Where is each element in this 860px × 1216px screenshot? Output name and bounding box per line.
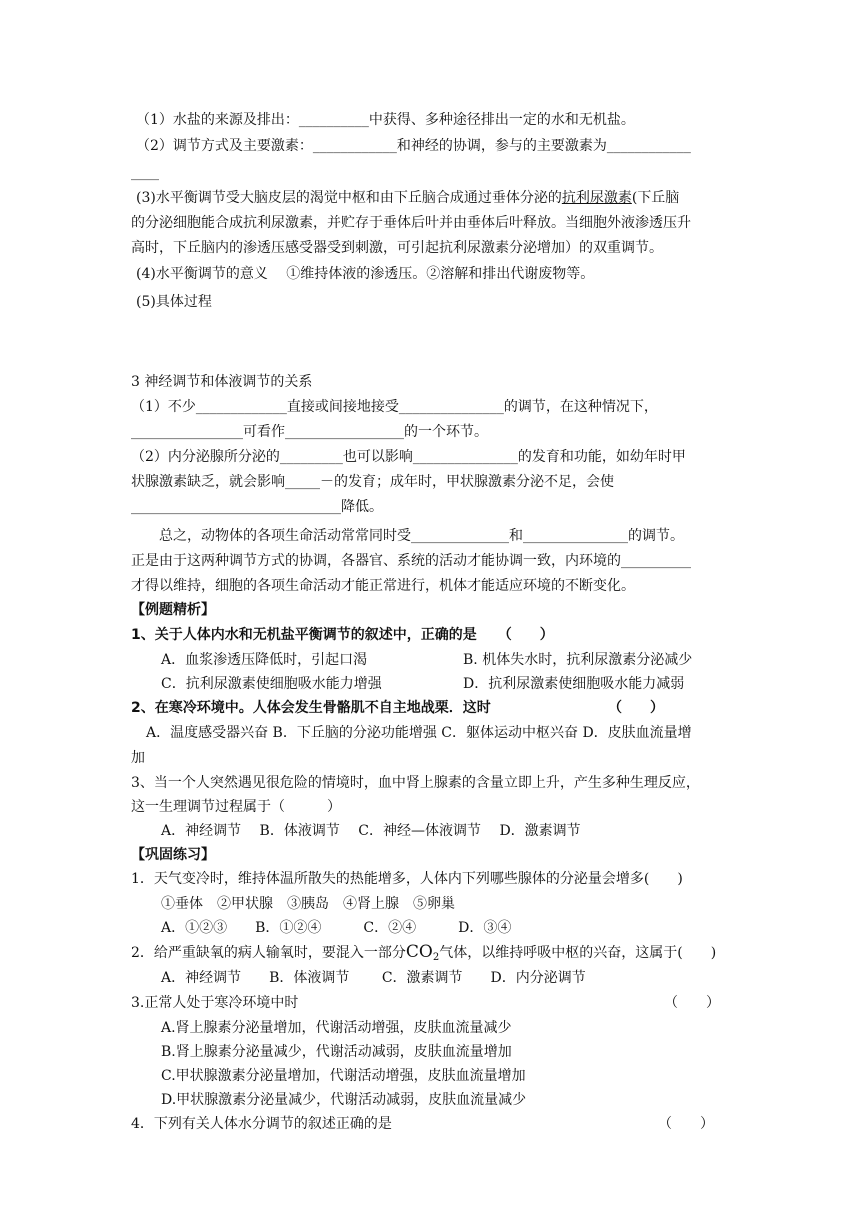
option-b: B.肾上腺素分泌量减少，代谢活动减弱，皮肤血流量增加 [161,1044,512,1060]
practice-1-items: ①垂体 ②甲状腺 ③胰岛 ④肾上腺 ⑤卵巢 [161,896,455,912]
question-1: 1、关于人体内水和无机盐平衡调节的叙述中，正确的是 （ ） [131,627,554,643]
formula-co: CO [405,942,433,962]
section-heading: 3 神经调节和体液调节的关系 [131,374,313,390]
text-segment: (下丘脑 [631,190,680,206]
option-d: D.甲状腺激素分泌量减少，代谢活动减弱，皮肤血流量减少 [161,1092,527,1108]
text-line: (4)水平衡调节的意义 ①维持体液的渗透压。②溶解和排出代谢废物等。 [136,266,595,282]
question-3: 3、当一个人突然遇见很危险的情境时，血中肾上腺素的含量立即上升，产生多种生理反应， [131,775,700,791]
text-line: ________________可看作_________________的一个环节。 [131,424,488,440]
option-d: D．抗利尿激素使细胞吸水能力减弱 [463,676,685,692]
text-line: ______________________________降低。 [131,499,383,515]
practice-1-options: A．①②③ B．①②④ C．②④ D．③④ [161,920,512,936]
answer-paren: （ ） [658,1116,714,1132]
text-line: (5)具体过程 [136,294,212,310]
option-a: A.肾上腺素分泌量增加，代谢活动增强，皮肤血流量减少 [161,1020,512,1036]
text-segment: 气体，以维持呼吸中枢的兴奋，这属于( ) [439,945,717,961]
text-line: （1）水盐的来源及排出：__________中获得、多种途径排出一定的水和无机盐。 [136,112,635,128]
text-line: 加 [131,750,145,766]
text-line: 高时，下丘脑内的渗透压感受器受到刺激，可引起抗利尿激素分泌增加）的双重调节。 [131,240,663,256]
practice-2 [131,942,716,968]
option-c: C.甲状腺激素分泌量增加，代谢活动增强，皮肤血流量增加 [161,1068,526,1084]
text-line: （1）不少_____________直接或间接地接受_______________的调节，在这种情况下， [131,399,658,415]
formula-subscript: 2 [432,952,440,963]
text-segment: (3)水平衡调节受大脑皮层的渴觉中枢和由下丘脑合成通过垂体分泌的 [136,190,562,206]
answer-paren: （ ） [664,995,720,1011]
heading-practice: 【巩固练习】 [131,847,215,863]
practice-2-options: A．神经调节 B．体液调节 C．激素调节 D．内分泌调节 [161,970,586,986]
question-2: 2、在寒冷环境中。人体会发生骨骼肌不自主地战栗．这时 [131,700,491,716]
text-line: （2）内分泌腺所分泌的_________也可以影响_______________的发育和功能，如幼年时甲 [131,449,686,465]
practice-3: 3.正常人处于寒冷环境中时 [131,995,299,1011]
text-line: 这一生理调节过程属于（ ） [131,799,341,815]
text-line: 的分泌细胞能合成抗利尿激素，并贮存于垂体后叶并由垂体后叶释放。当细胞外液渗透压升 [131,215,691,231]
text-line: 正是由于这两种调节方式的协调，各器官、系统的活动才能协调一致，内环境的__________ [131,553,691,569]
option-a: A．血浆渗透压降低时，引起口渴 [161,652,368,668]
option-b: B. 机体失水时，抗利尿激素分泌减少 [463,652,693,668]
text-line: ____ [131,165,159,181]
answer-paren: （ ） [608,700,664,716]
practice-1: 1．天气变冷时，维持体温所散失的热能增多，人体内下列哪些腺体的分泌量会增多( ) [131,871,683,887]
text-line: 才得以维持，细胞的各项生命活动才能正常进行，机体才能适应环境的不断变化。 [131,578,635,594]
text-line: 总之，动物体的各项生命活动常常同时受______________和_______________的调节。 [131,528,684,544]
text-segment: 2．给严重缺氧的病人输氧时，要混入一部分 [131,945,406,961]
practice-4: 4．下列有关人体水分调节的叙述正确的是 [131,1116,392,1132]
underlined-term: 抗利尿激素 [561,190,632,206]
question-3-options: A．神经调节 B．体液调节 C．神经—体液调节 D．激素调节 [161,823,581,839]
heading-examples: 【例题精析】 [131,602,215,618]
text-line [136,188,679,208]
text-line: （2）调节方式及主要激素：____________和神经的协调，参与的主要激素为____________ [136,138,691,154]
option-c: C．抗利尿激素使细胞吸水能力增强 [161,676,382,692]
question-2-options: A．温度感受器兴奋 B．下丘脑的分泌功能增强 C．躯体运动中枢兴奋 D．皮肤血流量增 [146,725,692,741]
text-line: 状腺激素缺乏，就会影响_____－的发育；成年时，甲状腺激素分泌不足，会使 [131,474,614,490]
